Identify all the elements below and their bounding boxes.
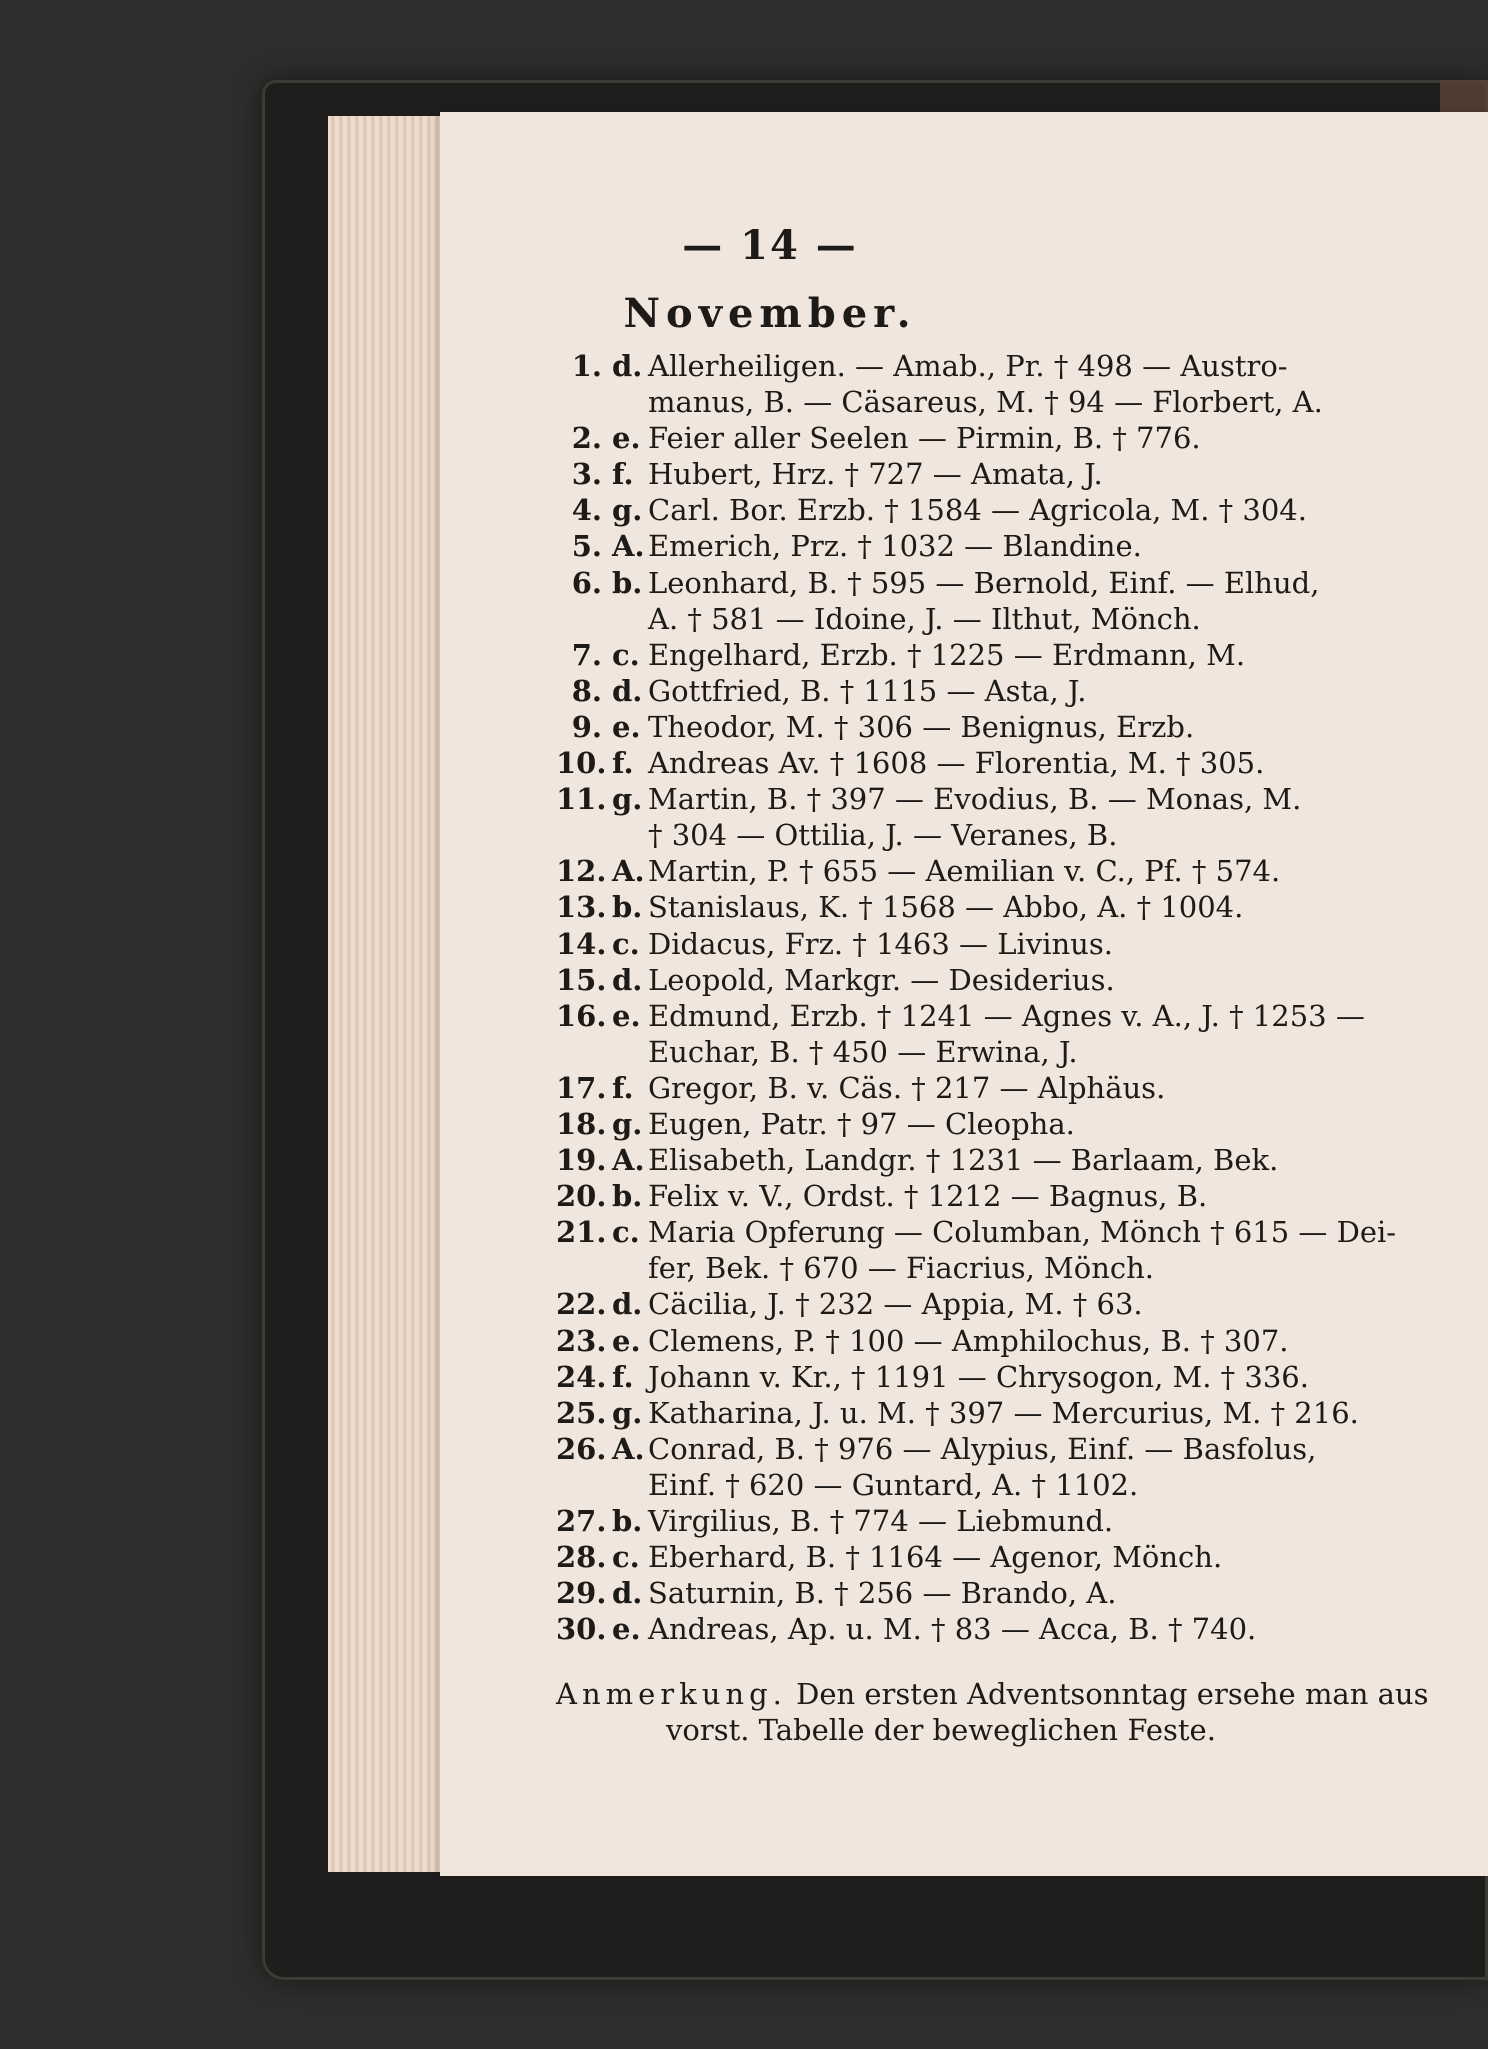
saints-text (648, 709, 1446, 745)
calendar-entry (556, 420, 1446, 456)
footnote-label: Anmerkung. (556, 1677, 787, 1711)
day-number: 19. (556, 1143, 607, 1178)
calendar-entry (556, 1323, 1446, 1359)
dominical-letter: d. (612, 349, 643, 383)
saints-text (648, 889, 1446, 925)
day-number: 12. (556, 854, 607, 889)
saints-text (648, 528, 1446, 564)
saints-text-line: Emerich, Prz. † 1032 — Blandine. (648, 529, 1142, 564)
dominical-letter: b. (612, 1504, 643, 1538)
saints-text (648, 781, 1446, 853)
calendar-entry (556, 781, 1446, 853)
saints-text-line: Euchar, B. † 450 — Erwina, J. (648, 1034, 1078, 1069)
saints-text-line: Andreas, Ap. u. M. † 83 — Acca, B. † 740. (648, 1612, 1257, 1647)
calendar-entry (556, 492, 1446, 528)
month-heading: November. (623, 290, 917, 337)
day-number: 28. (556, 1540, 607, 1575)
calendar-entry (556, 1611, 1446, 1647)
saints-text (648, 853, 1446, 889)
saints-text (648, 1178, 1446, 1214)
saints-text (648, 1539, 1446, 1575)
dominical-letter: c. (612, 637, 640, 672)
day-number: 21. (556, 1215, 607, 1250)
calendar-entry (556, 1106, 1446, 1142)
saints-text-line: Feier aller Seelen — Pirmin, B. † 776. (648, 421, 1201, 456)
dominical-letter: d. (612, 1576, 643, 1611)
day-number: 9. (571, 709, 602, 744)
saints-text (648, 1142, 1446, 1178)
saints-text-line: Didacus, Frz. † 1463 — Livinus. (648, 926, 1113, 961)
saints-text (648, 492, 1446, 528)
saints-text (648, 998, 1446, 1070)
dominical-letter: g. (612, 782, 643, 817)
saints-text (648, 1503, 1446, 1539)
saints-text-line: Saturnin, B. † 256 — Brando, A. (648, 1576, 1117, 1611)
saints-text-line: Eberhard, B. † 1164 — Agenor, Mönch. (648, 1540, 1223, 1575)
page-edges (328, 116, 458, 1872)
saints-text-line: Elisabeth, Landgr. † 1231 — Barlaam, Bek. (648, 1143, 1279, 1178)
saints-text (648, 1286, 1446, 1322)
calendar-entry (556, 926, 1446, 962)
day-number: 13. (556, 890, 607, 925)
dominical-letter: f. (612, 1070, 634, 1105)
day-number: 7. (571, 637, 602, 672)
day-number: 26. (556, 1431, 607, 1466)
dominical-letter: e. (612, 1612, 641, 1647)
saints-text (648, 673, 1446, 709)
footnote-text-line-1: Den ersten Adventsonntag ersehe man aus (796, 1677, 1429, 1711)
dominical-letter: g. (612, 1106, 643, 1141)
saints-text-line: Theodor, M. † 306 — Benignus, Erzb. (648, 709, 1195, 744)
day-number: 2. (571, 421, 602, 456)
saints-text-line: Leonhard, B. † 595 — Bernold, Einf. — Elhud, (648, 565, 1320, 600)
calendar-entry (556, 528, 1446, 564)
calendar-entry (556, 673, 1446, 709)
day-number: 27. (556, 1504, 607, 1538)
calendar-entries (556, 348, 1446, 1647)
calendar-entry (556, 1575, 1446, 1611)
dominical-letter: e. (612, 1323, 641, 1358)
saints-text (648, 962, 1446, 998)
saints-text-line: Martin, B. † 397 — Evodius, B. — Monas, M. (648, 782, 1302, 817)
calendar-entry (556, 1070, 1446, 1106)
calendar-entry (556, 745, 1446, 781)
saints-text-line: Stanislaus, K. † 1568 — Abbo, A. † 1004. (648, 890, 1244, 925)
saints-text-line: Edmund, Erzb. † 1241 — Agnes v. A., J. † 1253 — (648, 998, 1365, 1033)
calendar-entry (556, 1286, 1446, 1322)
page-number: — 14 — (682, 222, 858, 269)
saints-text-line: Virgilius, B. † 774 — Liebmund. (648, 1504, 1114, 1538)
dominical-letter: e. (612, 998, 641, 1033)
calendar-entry (556, 853, 1446, 889)
dominical-letter: c. (612, 1215, 640, 1250)
saints-text-line: manus, B. — Cäsareus, M. † 94 — Florbert, A. (648, 385, 1323, 420)
day-number: 6. (571, 565, 602, 600)
day-number: 8. (571, 673, 602, 708)
dominical-letter: A. (612, 854, 645, 889)
calendar-entry (556, 1539, 1446, 1575)
day-number: 4. (571, 493, 602, 528)
saints-text-line: Felix v. V., Ordst. † 1212 — Bagnus, B. (648, 1179, 1208, 1214)
dominical-letter: c. (612, 1540, 640, 1575)
saints-text-line: Conrad, B. † 976 — Alypius, Einf. — Basfolus, (648, 1431, 1317, 1466)
calendar-entry (556, 1142, 1446, 1178)
dominical-letter: b. (612, 1179, 643, 1214)
calendar-entry (556, 1503, 1446, 1539)
day-number: 5. (571, 529, 602, 564)
dominical-letter: e. (612, 421, 641, 456)
saints-text-line: Carl. Bor. Erzb. † 1584 — Agricola, M. † 304. (648, 493, 1307, 528)
calendar-entry (556, 889, 1446, 925)
saints-text (648, 1611, 1446, 1647)
dominical-letter: d. (612, 673, 643, 708)
saints-text-line: Eugen, Patr. † 97 — Cleopha. (648, 1106, 1075, 1141)
dominical-letter: f. (612, 457, 634, 492)
day-number: 22. (556, 1287, 607, 1322)
calendar-entry (556, 1395, 1446, 1431)
day-number: 17. (556, 1070, 607, 1105)
saints-text-line: Leopold, Markgr. — Desiderius. (648, 962, 1115, 997)
day-number: 30. (556, 1612, 607, 1647)
dominical-letter: f. (612, 1359, 634, 1394)
saints-text-line: Katharina, J. u. M. † 397 — Mercurius, M. † 216. (648, 1395, 1359, 1430)
saints-text (648, 1395, 1446, 1431)
calendar-entry (556, 565, 1446, 637)
day-number: 23. (556, 1323, 607, 1358)
calendar-entry (556, 709, 1446, 745)
saints-text (648, 1323, 1446, 1359)
saints-text-line: Johann v. Kr., † 1191 — Chrysogon, M. † 336. (648, 1359, 1309, 1394)
saints-text (648, 1070, 1446, 1106)
saints-text-line: A. † 581 — Idoine, J. — Ilthut, Mönch. (648, 601, 1201, 636)
saints-text-line: Hubert, Hrz. † 727 — Amata, J. (648, 457, 1103, 492)
saints-text (648, 1106, 1446, 1142)
saints-text (648, 456, 1446, 492)
day-number: 15. (556, 962, 607, 997)
saints-text-line: fer, Bek. † 670 — Fiacrius, Mönch. (648, 1251, 1155, 1286)
calendar-entry (556, 1214, 1446, 1286)
footnote-text-line-2: vorst. Tabelle der beweglichen Feste. (666, 1713, 1216, 1747)
saints-text (648, 1359, 1446, 1395)
saints-text-line: Clemens, P. † 100 — Amphilochus, B. † 307. (648, 1323, 1289, 1358)
dominical-letter: A. (612, 529, 645, 564)
saints-text-line: Gregor, B. v. Cäs. † 217 — Alphäus. (648, 1070, 1166, 1105)
dominical-letter: b. (612, 890, 643, 925)
saints-text (648, 420, 1446, 456)
day-number: 1. (571, 349, 602, 383)
saints-text-line: Martin, P. † 655 — Aemilian v. C., Pf. † 574. (648, 854, 1281, 889)
dominical-letter: A. (612, 1431, 645, 1466)
dominical-letter: d. (612, 962, 643, 997)
calendar-entry (556, 998, 1446, 1070)
day-number: 14. (556, 926, 607, 961)
dominical-letter: d. (612, 1287, 643, 1322)
dominical-letter: g. (612, 493, 643, 528)
calendar-entry (556, 637, 1446, 673)
saints-text (648, 1431, 1446, 1503)
day-number: 3. (571, 457, 602, 492)
day-number: 18. (556, 1106, 607, 1141)
saints-text (648, 745, 1446, 781)
saints-text (648, 565, 1446, 637)
dominical-letter: e. (612, 709, 641, 744)
calendar-entry (556, 456, 1446, 492)
saints-text (648, 926, 1446, 962)
dominical-letter: g. (612, 1395, 643, 1430)
saints-text-line: Allerheiligen. — Amab., Pr. † 498 — Austro- (648, 349, 1288, 383)
calendar-entry (556, 1359, 1446, 1395)
day-number: 29. (556, 1576, 607, 1611)
footnote (556, 1676, 1446, 1748)
day-number: 25. (556, 1395, 607, 1430)
dominical-letter: b. (612, 565, 643, 600)
dominical-letter: A. (612, 1143, 645, 1178)
day-number: 10. (556, 746, 607, 781)
saints-text-line: Cäcilia, J. † 232 — Appia, M. † 63. (648, 1287, 1143, 1322)
saints-text (648, 1214, 1446, 1286)
saints-text (648, 348, 1446, 420)
saints-text (648, 637, 1446, 673)
saints-text-line: Gottfried, B. † 1115 — Asta, J. (648, 673, 1087, 708)
calendar-entry (556, 1178, 1446, 1214)
saints-text (648, 1575, 1446, 1611)
calendar-entry (556, 962, 1446, 998)
day-number: 24. (556, 1359, 607, 1394)
day-number: 20. (556, 1179, 607, 1214)
saints-text-line: Engelhard, Erzb. † 1225 — Erdmann, M. (648, 637, 1246, 672)
dominical-letter: c. (612, 926, 640, 961)
day-number: 16. (556, 998, 607, 1033)
day-number: 11. (556, 782, 607, 817)
calendar-entry (556, 1431, 1446, 1503)
saints-text-line: Maria Opferung — Columban, Mönch † 615 — Dei- (648, 1215, 1397, 1250)
saints-text-line: Einf. † 620 — Guntard, A. † 1102. (648, 1467, 1139, 1502)
calendar-entry (556, 348, 1446, 420)
saints-text-line: † 304 — Ottilia, J. — Veranes, B. (648, 818, 1118, 853)
dominical-letter: f. (612, 746, 634, 781)
saints-text-line: Andreas Av. † 1608 — Florentia, M. † 305. (648, 746, 1265, 781)
